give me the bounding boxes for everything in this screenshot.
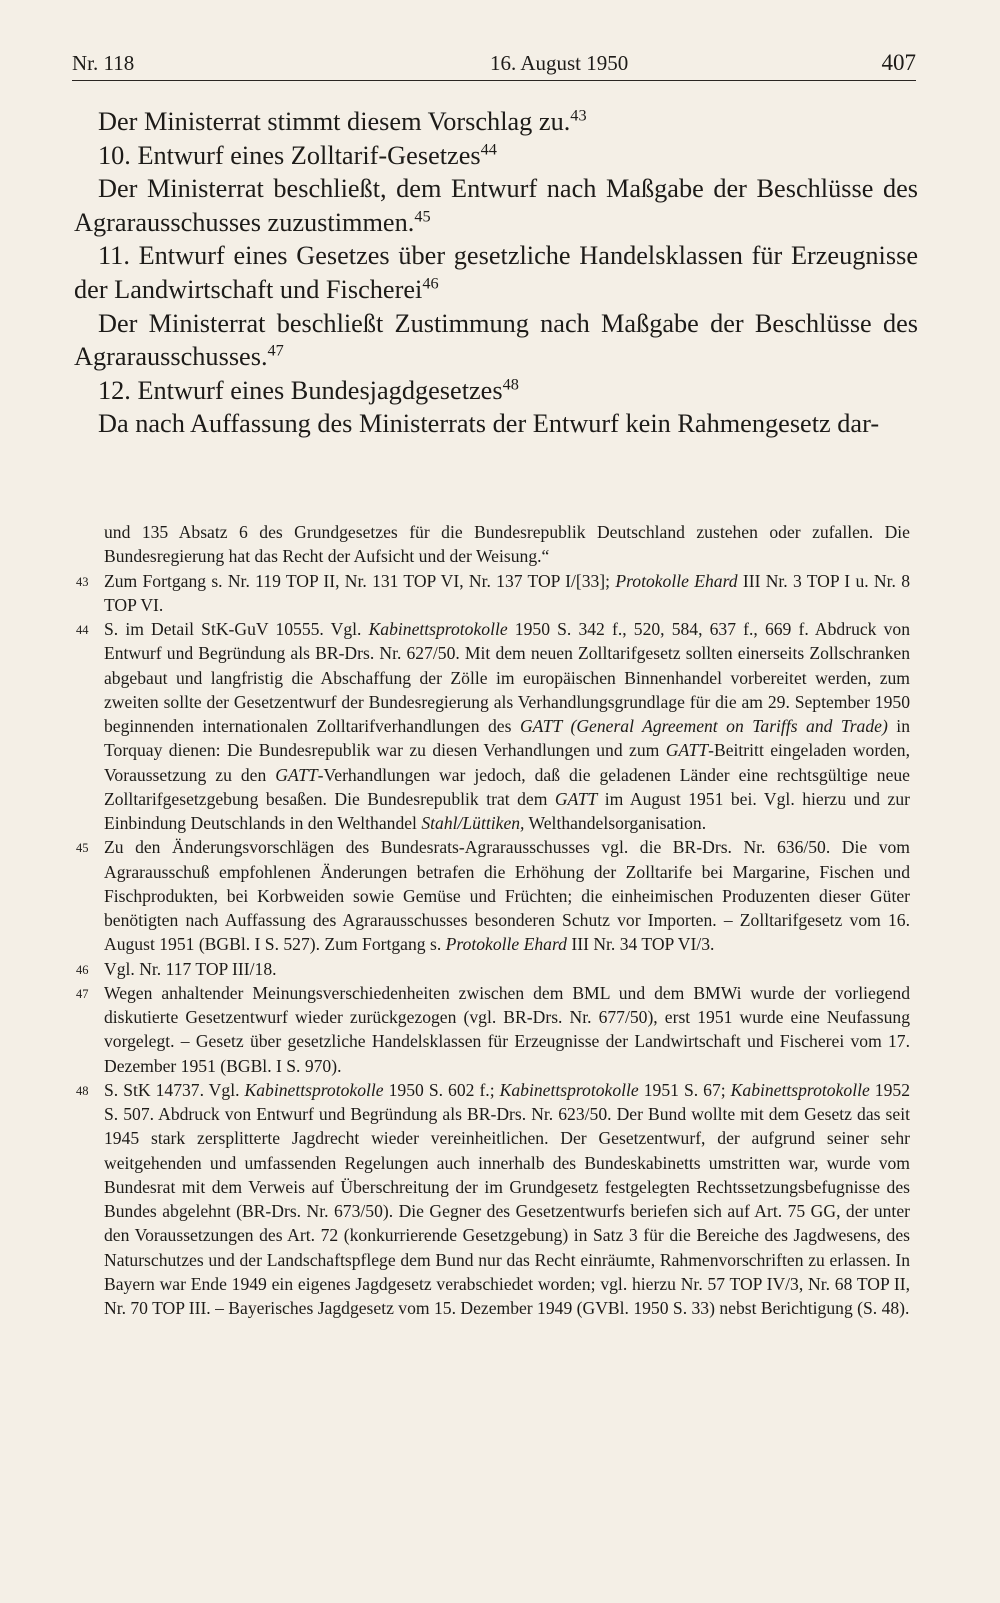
agenda-item-11: 11. Entwurf eines Gesetzes über gesetzliche Handelsklassen für Erzeugnisse der Landwirtschaft und Fischerei$^{46}$ bbox=[74, 241, 918, 304]
footnotes bbox=[74, 520, 910, 1320]
footnote-ref: 44 bbox=[480, 139, 497, 159]
session-date: 16. August 1950 bbox=[490, 51, 629, 75]
footnote-number: 48 bbox=[76, 1083, 89, 1098]
footnote-number: 46 bbox=[76, 962, 89, 977]
footnote-46: 46 Vgl. Nr. 117 TOP III/18. bbox=[74, 957, 910, 981]
footnote-ref: 45 bbox=[414, 206, 431, 226]
running-header bbox=[72, 42, 916, 81]
footnote-44: 44 S. im Detail StK-GuV 10555. Vgl. Kabinettsprotokolle 1950 S. 342 f., 520, 584, 637 f., 669 f. Abdruck von Entwurf und Begründung als BR-Drs. Nr. 627/50. Mit dem neuen Zolltarifgesetz sollten einerseits Zollschranken abgebaut und langfristig die Abschaffung der Zölle im europäischen Binnenhandel vorbereitet werden, zum zweiten sollte der Gesetzentwurf der Bundesregierung als Verhandlungsgrundlage für die am 29. September 1950 beginnenden internationalen Zolltarifverhandlungen des GATT (General Agreement on Tariffs and Trade) in Torquay dienen: Die Bundesrepublik war zu diesen Verhandlungen und zum GATT-Beitritt eingeladen worden, Voraussetzung zu den GATT-Verhandlungen war jedoch, daß die geladenen Länder eine rechtsgültige neue Zolltarifgesetzgebung besaßen. Die Bundesrepublik trat dem GATT im August 1951 bei. Vgl. hierzu und zur Einbindung Deutschlands in den Welthandel Stahl/Lüttiken, Welthandelsorganisation. bbox=[76, 619, 910, 833]
body-paragraph: Da nach Auffassung des Ministerrats der Entwurf kein Rahmengesetz dar- bbox=[98, 409, 880, 439]
resolution-paragraph: Der Ministerrat beschließt Zustimmung nach Maßgabe der Beschlüsse des Agrarausschusses.$^{47}$ bbox=[74, 308, 918, 372]
footnote-ref: 47 bbox=[267, 340, 284, 360]
document-number: Nr. 118 bbox=[72, 51, 135, 75]
footnote-47: 47 Wegen anhaltender Meinungsverschiedenheiten zwischen dem BML und dem BMWi wurde der vorliegend diskutierte Gesetzentwurf wieder zurückgezogen (vgl. BR-Drs. Nr. 677/50), erst 1951 wurde eine Neufassung vorgelegt. – Gesetz über gesetzliche Handelsklassen für Erzeugnisse der Landwirtschaft und Fischerei vom 17. Dezember 1951 (BGBl. I S. 970). bbox=[76, 982, 910, 1076]
resolution-paragraph: Der Ministerrat stimmt diesem Vorschlag zu.$^{43}$ bbox=[98, 105, 587, 136]
footnote-ref: 43 bbox=[570, 105, 587, 125]
footnote-number: 45 bbox=[76, 841, 89, 856]
footnote-48: 48 S. StK 14737. Vgl. Kabinettsprotokolle 1950 S. 602 f.; Kabinettsprotokolle 1951 S. 67; Kabinettsprotokolle 1952 S. 507. Abdruck von Entwurf und Begründung als BR-Drs. Nr. 623/50. Der Bund wollte mit dem Gesetz das seit 1945 stark zersplitterte Jagdrecht wieder vereinheitlichen. Der Gesetzentwurf, der aufgrund seiner sehr weitgehenden und umfassenden Regelungen auch innerhalb des Bundeskabinetts umstritten war, wurde vom Bundesrat mit dem Verweis auf Überschreitung der im Grundgesetz festgelegten Rechtssetzungsbefugnisse des Bundes abgelehnt (BR-Drs. Nr. 673/50). Die Gegner des Gesetzentwurfs beriefen sich auf Art. 75 GG, der unter den Voraussetzungen des Art. 72 (konkurrierende Gesetzgebung) in Satz 3 für die Bereiche des Jagdwesens, des Naturschutzes und der Landschaftspflege dem Bund nur das Recht einräumte, Rahmenvorschriften zu erlassen. In Bayern war Ende 1949 ein eigenes Jagdgesetz verabschiedet worden; vgl. hierzu Nr. 57 TOP IV/3, Nr. 68 TOP II, Nr. 70 TOP III. – Bayerisches Jagdgesetz vom 15. Dezember 1949 (GVBl. 1950 S. 33) nebst Berichtigung (S. 48). bbox=[76, 1079, 910, 1318]
resolution-paragraph: Der Ministerrat beschließt, dem Entwurf nach Maßgabe der Beschlüsse des Agrarausschusses zuzustimmen.$^{45}$ bbox=[74, 174, 918, 237]
footnote-continuation: und 135 Absatz 6 des Grundgesetzes für die Bundesrepublik Deutschland zustehen oder zufallen. Die Bundesregierung hat das Recht der Aufsicht und der Weisung.“ bbox=[104, 522, 910, 567]
footnote-43: 43 Zum Fortgang s. Nr. 119 TOP II, Nr. 131 TOP VI, Nr. 137 TOP I/[33]; Protokolle Ehard III Nr. 3 TOP I u. Nr. 8 TOP VI. bbox=[76, 570, 910, 615]
footnote-number: 43 bbox=[76, 574, 89, 589]
footnote-ref: 48 bbox=[502, 374, 519, 394]
agenda-item-12: 12. Entwurf eines Bundesjagdgesetzes$^{48}$ bbox=[98, 374, 519, 405]
page-number: 407 bbox=[881, 50, 916, 75]
footnote-ref: 46 bbox=[422, 273, 439, 293]
footnote-number: 47 bbox=[76, 986, 89, 1001]
footnote-number: 44 bbox=[76, 623, 89, 637]
main-text bbox=[74, 105, 918, 441]
footnote-45: 45 Zu den Änderungsvorschlägen des Bundesrats-Agrarausschusses vgl. die BR-Drs. Nr. 636/50. Die vom Agrarausschuß empfohlenen Änderungen betrafen die Erhöhung der Zolltarife bei Margarine, Fischen und Fischprodukten, bei Korbweiden sowie Gemüse und Früchten; die einheimischen Produzenten dieser Güter benötigten nach Auffassung des Agrarausschusses besonderen Schutz vor Importen. – Zolltarifgesetz vom 16. August 1951 (BGBl. I S. 527). Zum Fortgang s. Protokolle Ehard III Nr. 34 TOP VI/3. bbox=[76, 837, 910, 955]
agenda-item-10: 10. Entwurf eines Zolltarif-Gesetzes$^{44}$ bbox=[98, 139, 497, 170]
